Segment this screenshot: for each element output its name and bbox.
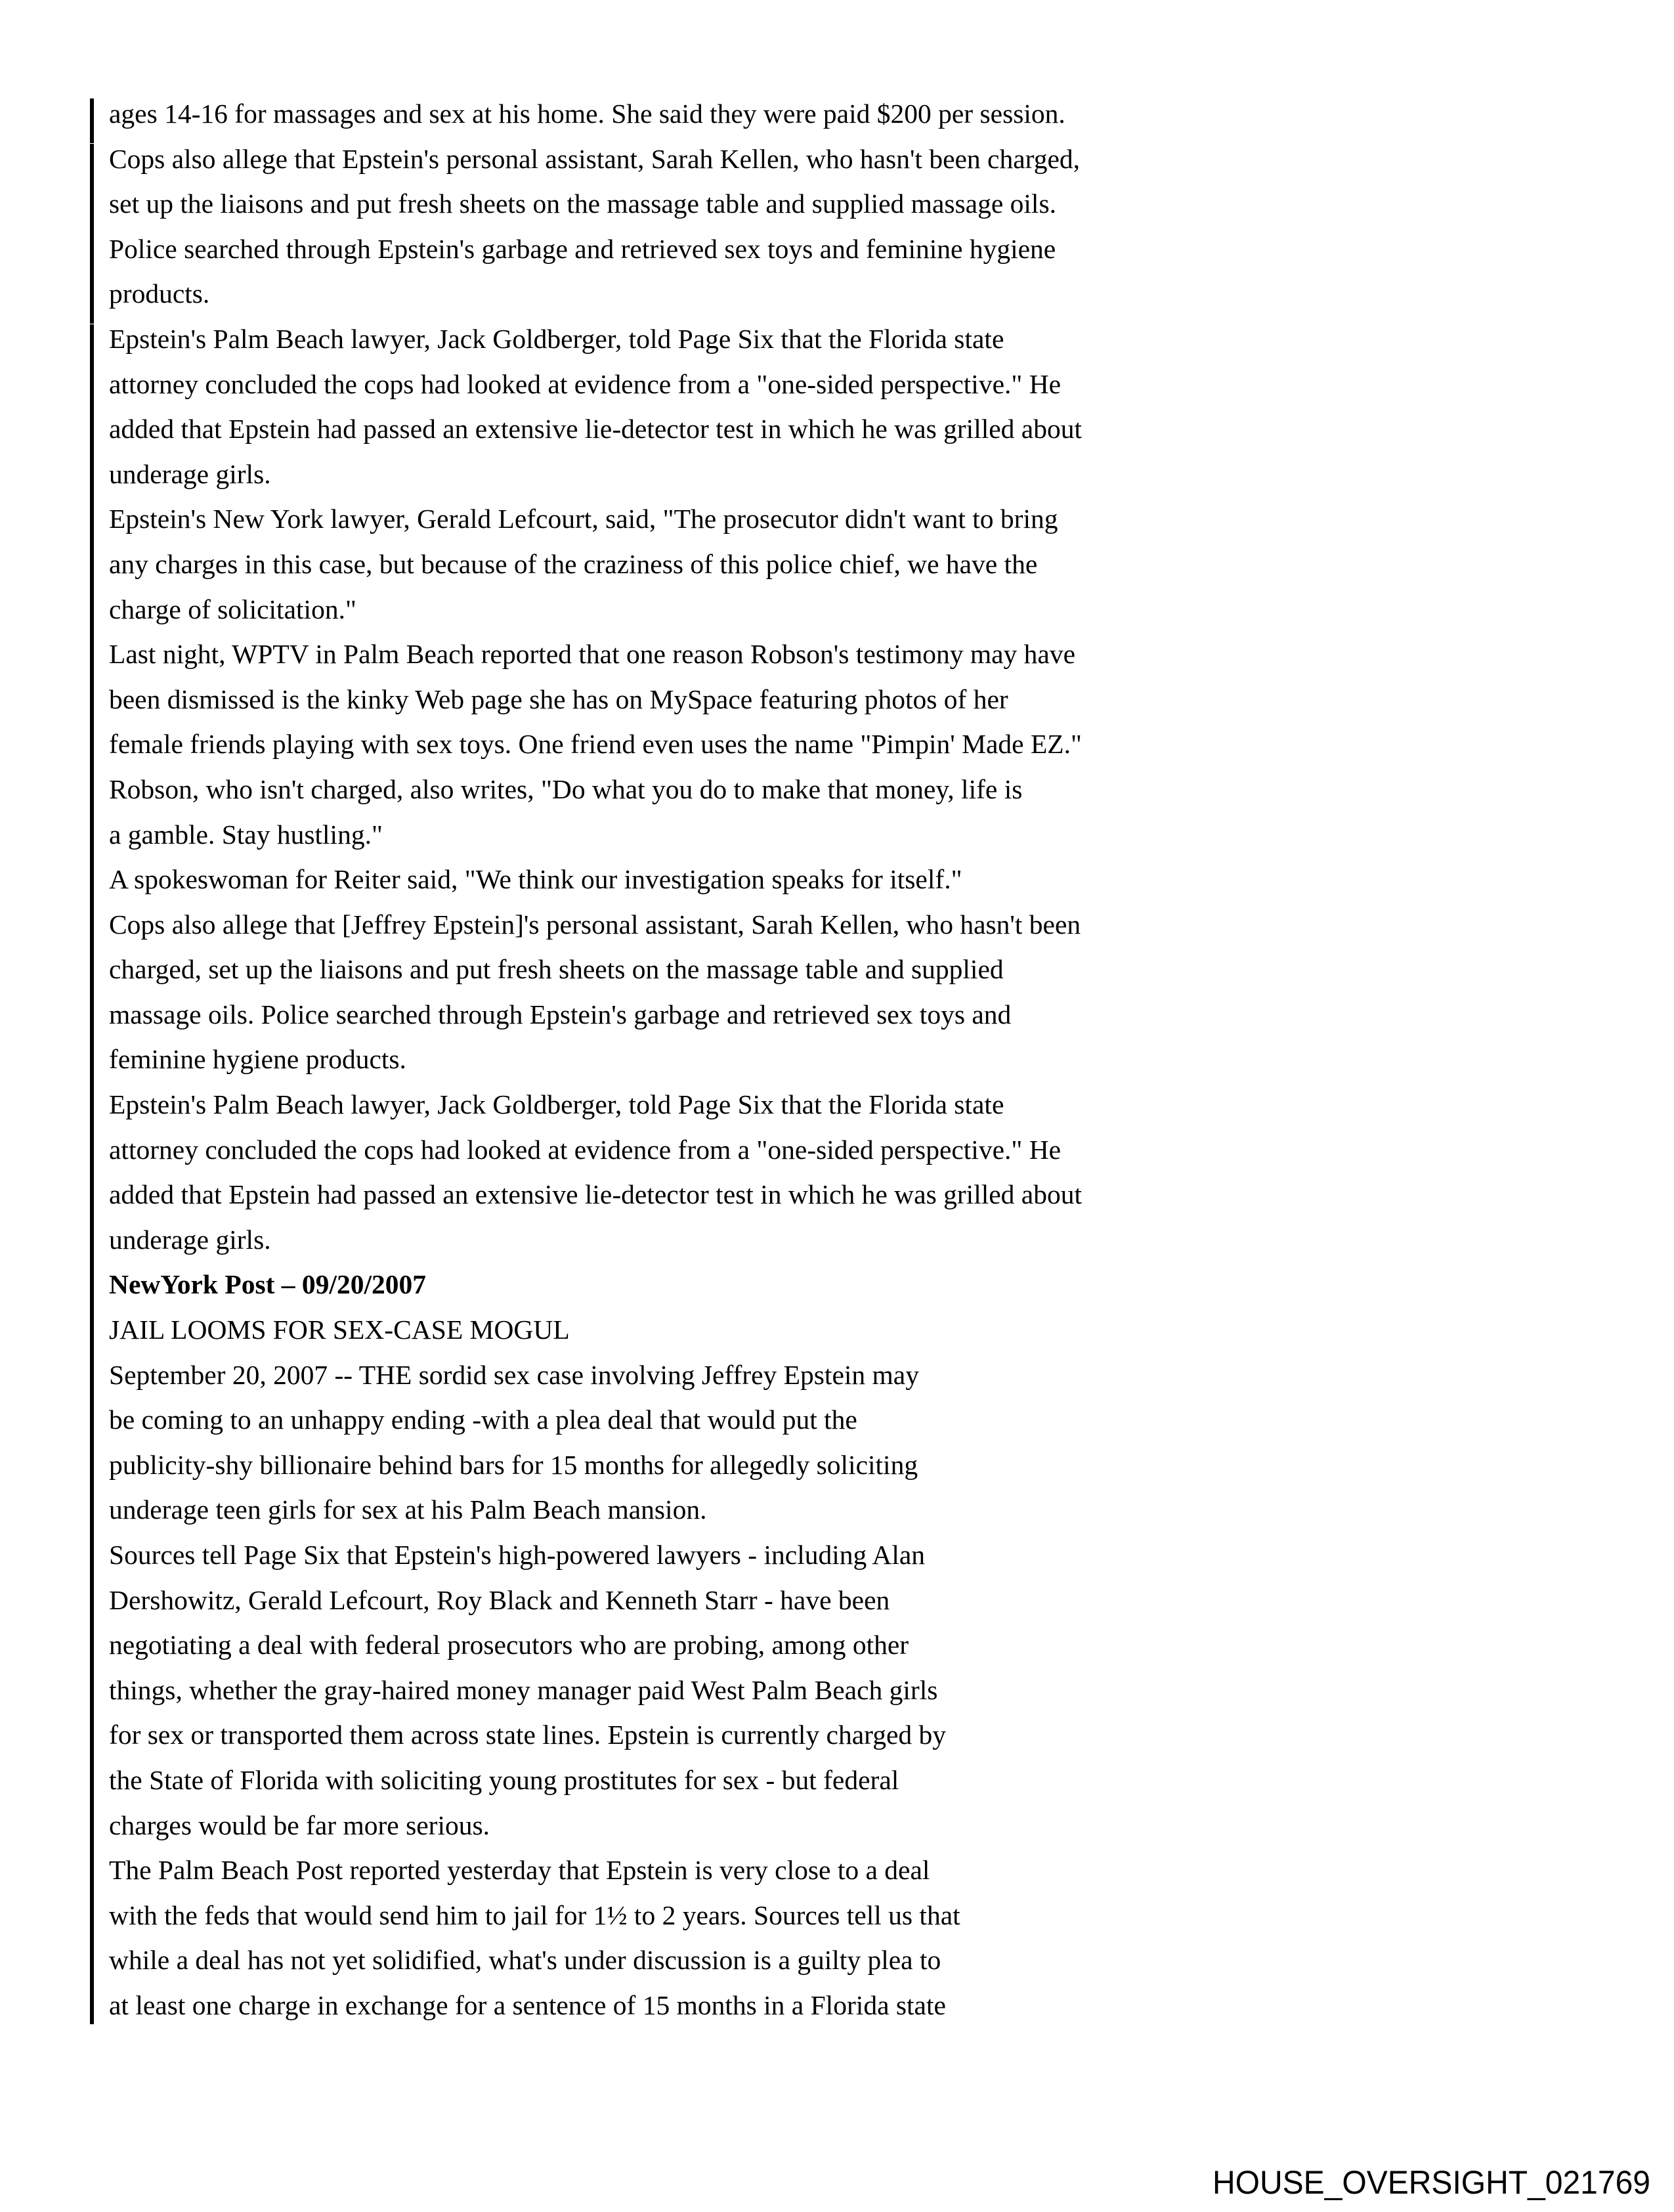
- text-line: Cops also allege that Epstein's personal assistant, Sarah Kellen, who hasn't been charged,: [109, 143, 1081, 174]
- text-line: a gamble. Stay hustling.": [109, 819, 383, 850]
- text-line: set up the liaisons and put fresh sheets on the massage table and supplied massage oils.: [109, 188, 1056, 219]
- paragraph: [109, 316, 1159, 496]
- text-line: things, whether the gray-haired money manager paid West Palm Beach girls: [109, 1674, 938, 1705]
- text-line: negotiating a deal with federal prosecutors who are probing, among other: [109, 1630, 909, 1660]
- revision-change-bar: [90, 98, 94, 143]
- text-line: JAIL LOOMS FOR SEX-CASE MOGUL: [109, 1314, 570, 1345]
- paragraph: [109, 1353, 1159, 1532]
- text-line: feminine hygiene products.: [109, 1044, 406, 1075]
- text-line: Last night, WPTV in Palm Beach reported that one reason Robson's testimony may have: [109, 639, 1076, 670]
- text-line: products.: [109, 278, 210, 309]
- text-line: Epstein's Palm Beach lawyer, Jack Goldberger, told Page Six that the Florida state: [109, 323, 1004, 354]
- revision-change-bar: [90, 324, 94, 2024]
- text-line: publicity-shy billionaire behind bars for 15 months for allegedly soliciting: [109, 1449, 918, 1480]
- text-line: attorney concluded the cops had looked at evidence from a "one-sided perspective." He: [109, 1134, 1062, 1165]
- bates-number: HOUSE_OVERSIGHT_021769: [1213, 2165, 1650, 2201]
- paragraph: [109, 1848, 1159, 2028]
- text-line: been dismissed is the kinky Web page she has on MySpace featuring photos of her: [109, 683, 1008, 714]
- paragraph: [109, 902, 1159, 1082]
- source-heading: [109, 1262, 1159, 1307]
- text-line: added that Epstein had passed an extensive lie-detector test in which he was grilled about: [109, 414, 1083, 445]
- text-line: Sources tell Page Six that Epstein's high-powered lawyers - including Alan: [109, 1540, 926, 1570]
- text-line: with the feds that would send him to jail for 1½ to 2 years. Sources tell us that: [109, 1899, 960, 1930]
- text-line: at least one charge in exchange for a sentence of 15 months in a Florida state: [109, 1989, 946, 2020]
- text-line: for sex or transported them across state lines. Epstein is currently charged by: [109, 1720, 946, 1750]
- article-title: [109, 1307, 1159, 1353]
- text-line: female friends playing with sex toys. One friend even uses the name "Pimpin' Made EZ.": [109, 729, 1082, 760]
- text-line: attorney concluded the cops had looked at evidence from a "one-sided perspective." He: [109, 368, 1062, 399]
- text-line: massage oils. Police searched through Epstein's garbage and retrieved sex toys and: [109, 999, 1012, 1030]
- text-line: charges would be far more serious.: [109, 1810, 490, 1840]
- text-line: the State of Florida with soliciting young prostitutes for sex - but federal: [109, 1764, 899, 1795]
- text-line: added that Epstein had passed an extensive lie-detector test in which he was grilled about: [109, 1179, 1083, 1210]
- paragraph: [109, 1532, 1159, 1848]
- text-line: underage girls.: [109, 1224, 271, 1255]
- text-line: A spokeswoman for Reiter said, "We think our investigation speaks for itself.": [109, 864, 962, 895]
- text-line: Dershowitz, Gerald Lefcourt, Roy Black and Kenneth Starr - have been: [109, 1584, 890, 1615]
- paragraph: [109, 496, 1159, 632]
- paragraph: [109, 91, 1159, 137]
- text-line: be coming to an unhappy ending -with a plea deal that would put the: [109, 1404, 857, 1435]
- text-line: Cops also allege that [Jeffrey Epstein]'s personal assistant, Sarah Kellen, who hasn't been: [109, 909, 1081, 940]
- text-line: Epstein's New York lawyer, Gerald Lefcourt, said, "The prosecutor didn't want to bring: [109, 504, 1058, 534]
- text-line: Epstein's Palm Beach lawyer, Jack Goldberger, told Page Six that the Florida state: [109, 1089, 1004, 1120]
- revision-change-bar: [90, 144, 94, 324]
- text-line: Police searched through Epstein's garbage and retrieved sex toys and feminine hygiene: [109, 233, 1056, 264]
- text-line: Robson, who isn't charged, also writes, "Do what you do to make that money, life is: [109, 773, 1023, 804]
- text-line: charge of solicitation.": [109, 594, 356, 624]
- text-line: underage girls.: [109, 458, 271, 489]
- text-line: NewYork Post – 09/20/2007: [109, 1269, 426, 1300]
- text-line: charged, set up the liaisons and put fresh sheets on the massage table and supplied: [109, 954, 1004, 985]
- document-body: [109, 91, 1159, 2028]
- paragraph: [109, 632, 1159, 857]
- text-line: September 20, 2007 -- THE sordid sex case involving Jeffrey Epstein may: [109, 1359, 919, 1390]
- text-line: The Palm Beach Post reported yesterday that Epstein is very close to a deal: [109, 1855, 930, 1886]
- paragraph: [109, 1082, 1159, 1262]
- paragraph: [109, 857, 1159, 902]
- text-line: ages 14-16 for massages and sex at his home. She said they were paid $200 per session.: [109, 98, 1065, 129]
- text-line: while a deal has not yet solidified, what's under discussion is a guilty plea to: [109, 1945, 941, 1976]
- text-line: any charges in this case, but because of the craziness of this police chief, we have the: [109, 548, 1038, 579]
- paragraph: [109, 137, 1159, 316]
- text-line: underage teen girls for sex at his Palm Beach mansion.: [109, 1494, 707, 1525]
